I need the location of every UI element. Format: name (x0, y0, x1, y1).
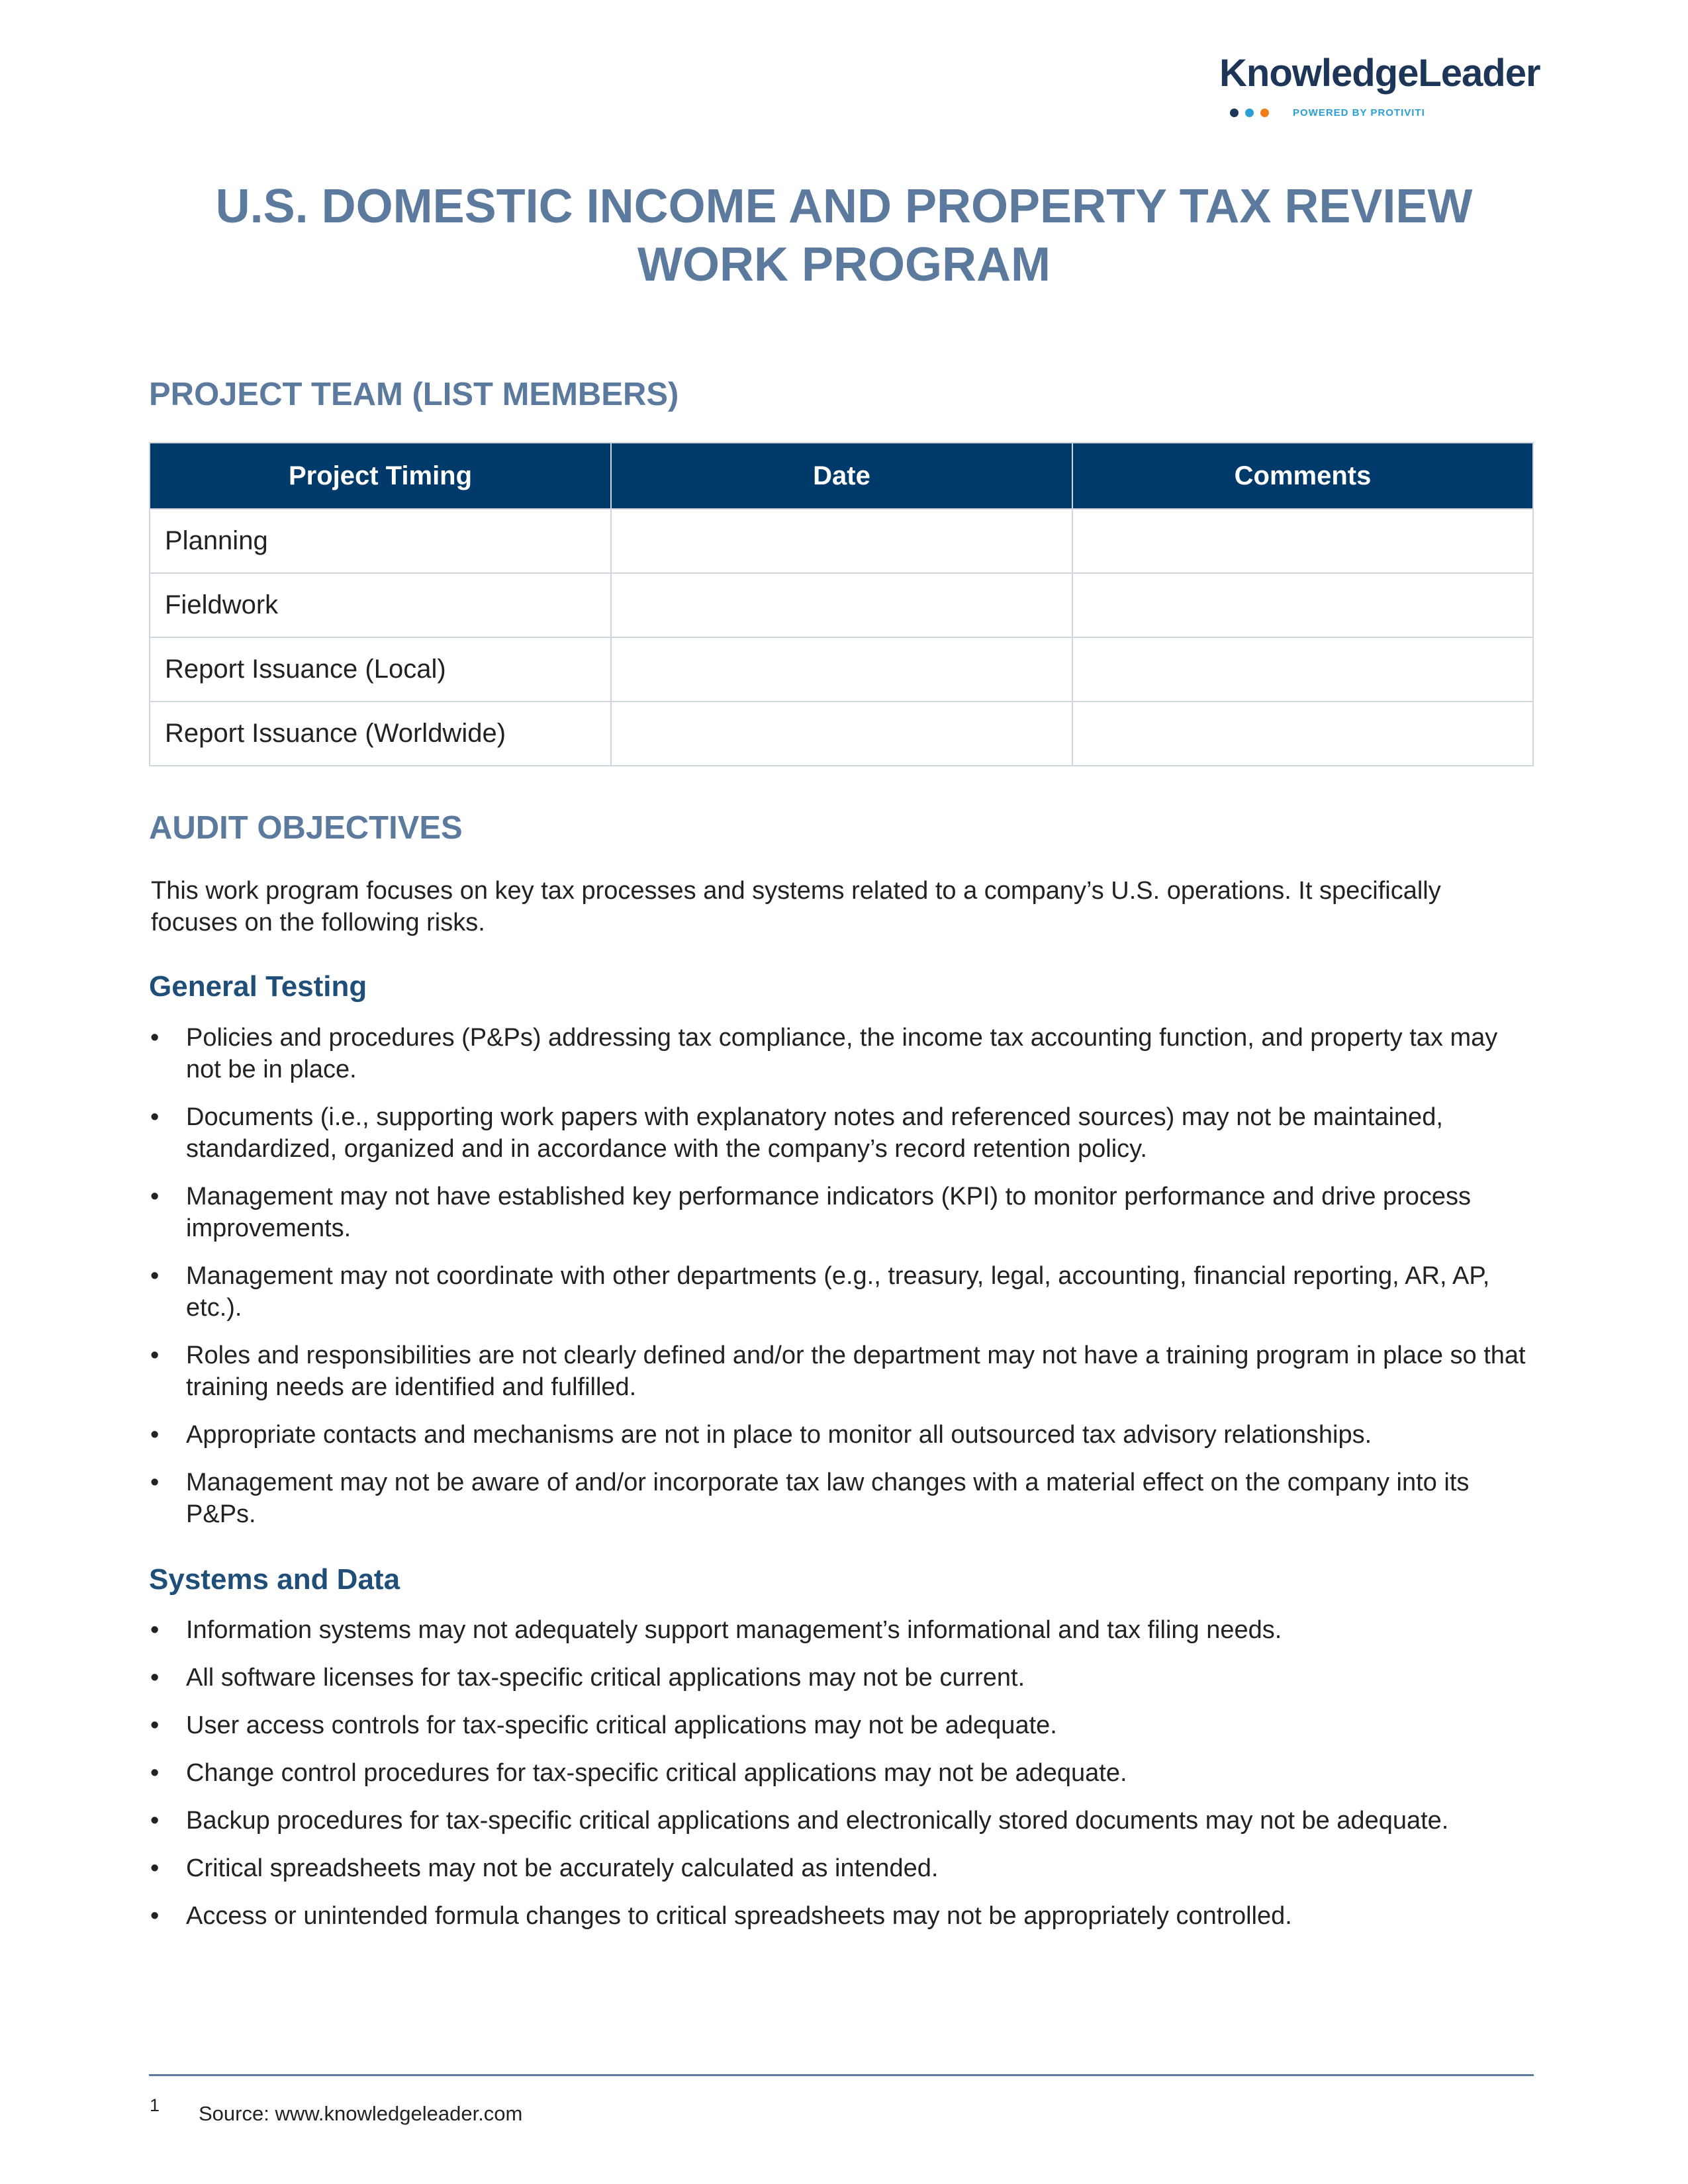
document-title (132, 177, 1556, 294)
list-item (149, 1467, 1532, 1530)
logo-tagline: POWERED BY PROTIVITI (1293, 107, 1425, 118)
audit-objectives-heading: AUDIT OBJECTIVES (149, 810, 463, 846)
cell-date[interactable] (611, 573, 1072, 637)
cell-comments[interactable] (1072, 637, 1533, 702)
bullet-icon: • (150, 1616, 160, 1644)
footer-divider (149, 2074, 1534, 2076)
list-item-text: Documents (i.e., supporting work papers with explanatory notes and referenced sources) may not be maintained, standardized, organized and in accordance with the company’s record retention policy. (186, 1103, 1443, 1163)
bullet-icon: • (150, 1664, 160, 1692)
general-testing-heading: General Testing (149, 970, 367, 1003)
list-item-text: Management may not be aware of and/or incorporate tax law changes with a material effect on the company into its P&Ps. (186, 1469, 1470, 1528)
list-item (149, 1900, 1532, 1932)
list-item (149, 1614, 1532, 1646)
list-item-text: All software licenses for tax-specific critical applications may not be current. (186, 1664, 1025, 1692)
bullet-icon: • (150, 1902, 160, 1930)
header-comments: Comments (1072, 443, 1533, 509)
list-item-text: Management may not have established key performance indicators (KPI) to monitor performance and drive process improvements. (186, 1183, 1472, 1242)
header-date: Date (611, 443, 1072, 509)
list-item (149, 1852, 1532, 1884)
logo-dot-orange (1260, 109, 1269, 117)
cell-timing: Report Issuance (Worldwide) (150, 702, 611, 766)
list-item-text: Appropriate contacts and mechanisms are not in place to monitor all outsourced tax advisory relationships. (186, 1421, 1372, 1449)
logo-wordmark: KnowledgeLeader (1219, 52, 1540, 95)
list-item (149, 1181, 1532, 1244)
bullet-icon: • (150, 1469, 160, 1496)
list-item-text: Change control procedures for tax-specific critical applications may not be adequate. (186, 1759, 1127, 1787)
cell-comments[interactable] (1072, 573, 1533, 637)
list-item (149, 1709, 1532, 1741)
list-item-text: Backup procedures for tax-specific critical applications and electronically stored documents may not be adequate. (186, 1807, 1449, 1835)
logo-dot-navy (1230, 109, 1239, 117)
header-project-timing: Project Timing (150, 443, 611, 509)
systems-and-data-heading: Systems and Data (149, 1563, 400, 1596)
cell-date[interactable] (611, 509, 1072, 573)
list-item (149, 1805, 1532, 1837)
table-header-row (150, 443, 1533, 509)
bullet-icon: • (150, 1421, 160, 1449)
list-item (149, 1419, 1532, 1451)
list-item-text: Information systems may not adequately support management’s informational and tax filing needs. (186, 1616, 1282, 1644)
cell-timing: Report Issuance (Local) (150, 637, 611, 702)
logo-dot-blue (1245, 109, 1254, 117)
list-item (149, 1260, 1532, 1324)
list-item (149, 1340, 1532, 1403)
list-item-text: Critical spreadsheets may not be accurately calculated as intended. (186, 1854, 939, 1882)
cell-comments[interactable] (1072, 509, 1533, 573)
list-item (149, 1101, 1532, 1165)
table-row (150, 637, 1533, 702)
systems-and-data-list (149, 1614, 1532, 1948)
bullet-icon: • (150, 1759, 160, 1787)
title-line-1: U.S. DOMESTIC INCOME AND PROPERTY TAX REVIEW (215, 180, 1473, 233)
bullet-icon: • (150, 1024, 160, 1052)
general-testing-list (149, 1022, 1532, 1546)
bullet-icon: • (150, 1711, 160, 1739)
knowledgeleader-logo[interactable] (1219, 52, 1540, 118)
list-item (149, 1662, 1532, 1694)
table-row (150, 702, 1533, 766)
cell-date[interactable] (611, 702, 1072, 766)
bullet-icon: • (150, 1103, 160, 1131)
table-row (150, 573, 1533, 637)
list-item (149, 1757, 1532, 1789)
source-footnote[interactable]: Source: www.knowledgeleader.com (199, 2102, 523, 2125)
cell-timing: Planning (150, 509, 611, 573)
bullet-icon: • (150, 1807, 160, 1835)
cell-date[interactable] (611, 637, 1072, 702)
page-number: 1 (150, 2095, 160, 2115)
cell-comments[interactable] (1072, 702, 1533, 766)
project-timing-table (149, 442, 1534, 766)
cell-timing: Fieldwork (150, 573, 611, 637)
audit-objectives-intro: This work program focuses on key tax processes and systems related to a company’s U.S. operations. It specifically focuses on the following risks. (151, 877, 1441, 936)
list-item-text: Management may not coordinate with other departments (e.g., treasury, legal, accounting, financial reporting, AR, AP, etc.). (186, 1262, 1490, 1322)
list-item-text: Roles and responsibilities are not clearly defined and/or the department may not have a training program in place so that training needs are identified and fulfilled. (186, 1342, 1526, 1401)
bullet-icon: • (150, 1262, 160, 1290)
bullet-icon: • (150, 1183, 160, 1210)
list-item (149, 1022, 1532, 1085)
table-row (150, 509, 1533, 573)
bullet-icon: • (150, 1342, 160, 1369)
title-line-2: WORK PROGRAM (637, 238, 1051, 291)
list-item-text: Access or unintended formula changes to critical spreadsheets may not be appropriately controlled. (186, 1902, 1292, 1930)
logo-subline (1219, 107, 1537, 118)
bullet-icon: • (150, 1854, 160, 1882)
list-item-text: User access controls for tax-specific critical applications may not be adequate. (186, 1711, 1057, 1739)
project-team-heading: PROJECT TEAM (LIST MEMBERS) (149, 377, 679, 412)
list-item-text: Policies and procedures (P&Ps) addressing tax compliance, the income tax accounting function, and property tax may not be in place. (186, 1024, 1498, 1083)
